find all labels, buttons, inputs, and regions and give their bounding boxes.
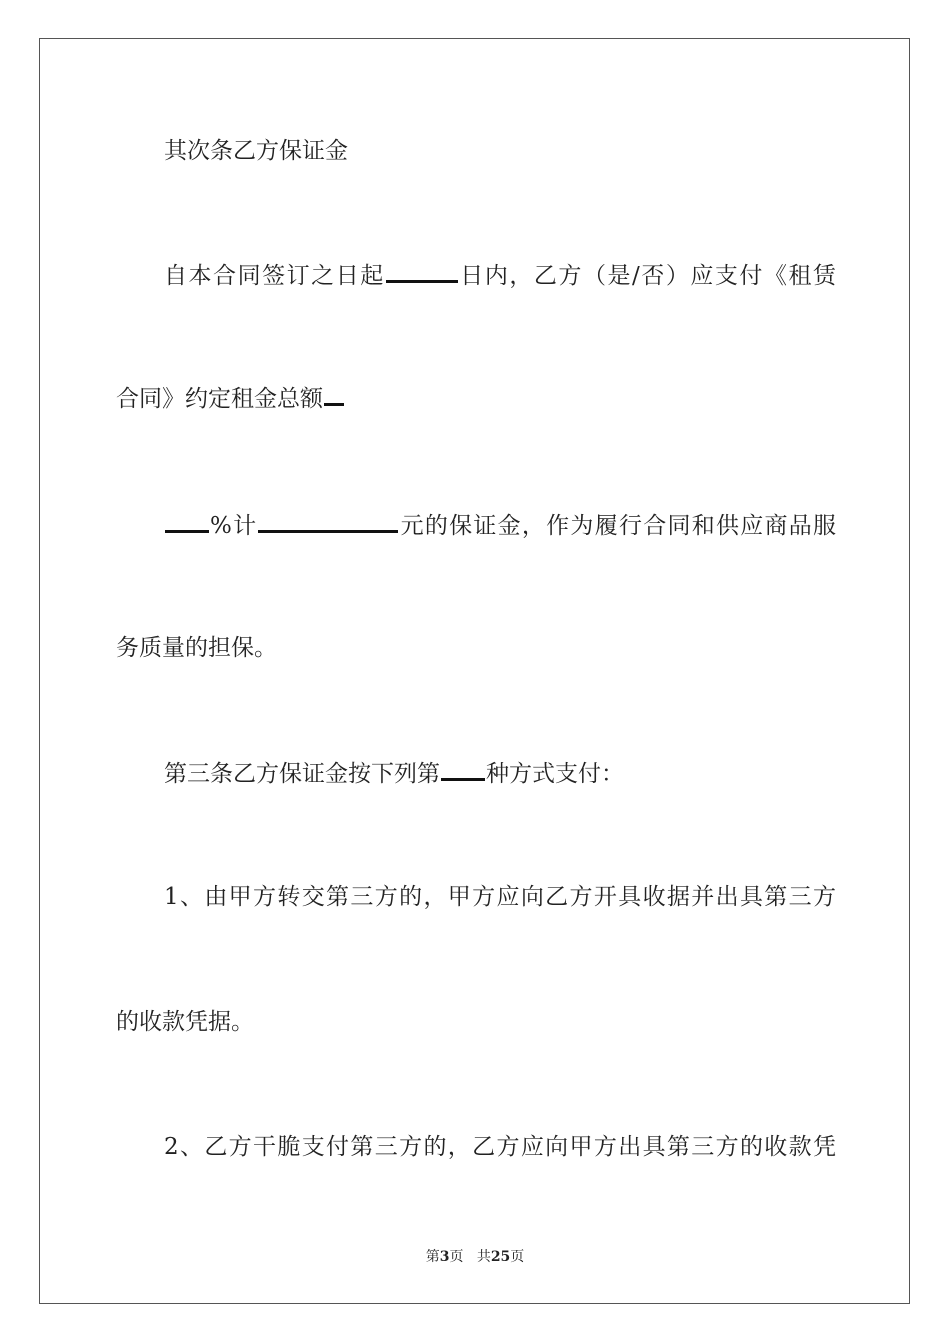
footer-page-number: 3 (439, 1249, 450, 1265)
line-text: 元的保证金，作为履行合同和供应商品服 (399, 513, 837, 539)
paragraph-heading-article-2 (164, 136, 884, 166)
paragraph-line (116, 383, 836, 413)
line-text: 的收款凭据。 (116, 1009, 254, 1035)
paragraph-heading-article-3 (164, 758, 884, 788)
fill-in-blank (441, 758, 485, 781)
page-border (39, 38, 910, 1304)
footer-total-prefix: 共 (476, 1249, 491, 1265)
footer-total-suffix: 页 (510, 1249, 525, 1265)
fill-in-blank (258, 510, 398, 533)
footer-page-suffix: 页 (449, 1249, 464, 1265)
line-text: 自本合同签订之日起 (164, 263, 385, 289)
line-text: 务质量的担保。 (116, 635, 277, 661)
line-text: 1、由甲方转交第三方的，甲方应向乙方开具收据并出具第三方 (164, 884, 836, 910)
line-text: 2、乙方干脆支付第三方的，乙方应向甲方出具第三方的收款凭 (164, 1134, 836, 1160)
page-footer (0, 1246, 950, 1266)
paragraph-line (116, 633, 836, 663)
fill-in-blank (165, 510, 209, 533)
line-text: 种方式支付： (486, 761, 624, 787)
footer-page-prefix: 第 (425, 1249, 440, 1265)
line-text: 合同》约定租金总额 (116, 386, 323, 412)
footer-total-pages: 25 (490, 1249, 511, 1265)
line-text: 日内，乙方（是/否）应支付《租赁 (458, 263, 837, 289)
paragraph-line (164, 510, 836, 540)
line-text: 第三条乙方保证金按下列第 (164, 761, 440, 787)
paragraph-line (164, 1132, 836, 1162)
line-text: %计 (210, 513, 258, 539)
paragraph-line (116, 1007, 836, 1037)
paragraph-line (164, 260, 836, 290)
fill-in-blank (324, 383, 344, 406)
paragraph-line (164, 882, 836, 912)
line-text: 其次条乙方保证金 (164, 138, 348, 164)
fill-in-blank (386, 260, 458, 283)
